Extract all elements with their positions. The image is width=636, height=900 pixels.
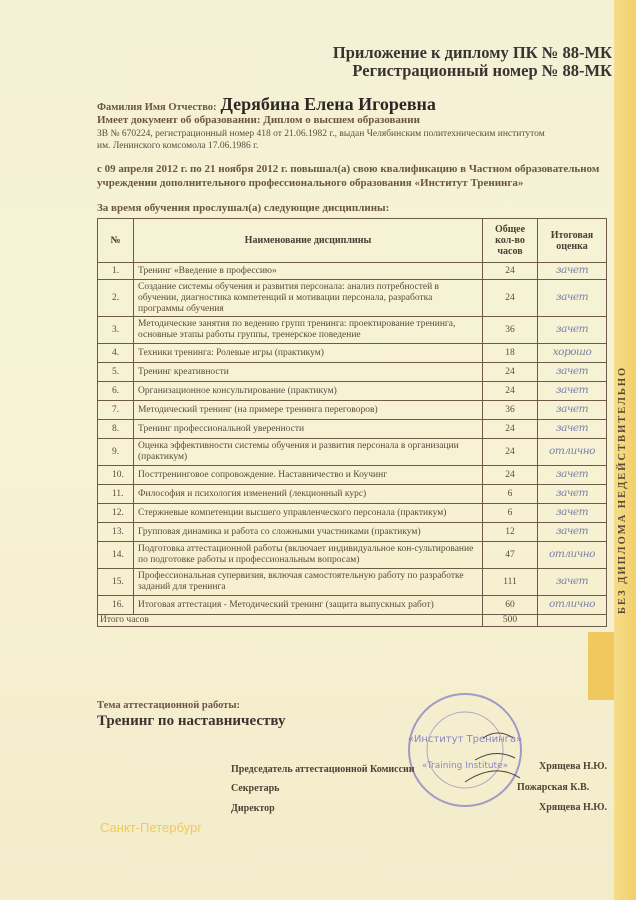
header-hours: Общее кол-во часов [483, 219, 538, 263]
discipline-hours: 18 [483, 344, 538, 363]
handwritten-grade: зачет [555, 264, 589, 276]
discipline-name: Методический тренинг (на примере тренинга переговоров) [134, 401, 483, 420]
handwritten-grade: отлично [549, 445, 595, 457]
signature-role: Председатель аттестационной Комиссии [231, 764, 415, 775]
table-row [98, 569, 607, 596]
discipline-hours: 24 [483, 363, 538, 382]
discipline-name: Тренинг профессиональной уверенности [134, 420, 483, 439]
total-grade [538, 615, 607, 627]
handwritten-grade: зачет [555, 291, 589, 303]
discipline-hours: 24 [483, 280, 538, 317]
education-line: ЗВ № 670224, регистрационный номер 418 от 21.06.1982 г., выдан Челябинским политехническим институтом [97, 129, 545, 139]
table-row [98, 344, 607, 363]
row-number: 12. [98, 504, 134, 523]
discipline-hours: 24 [483, 439, 538, 466]
period-line: с 09 апреля 2012 г. по 21 ноября 2012 г. повышал(а) свою квалификацию в Частном образовательном [97, 163, 600, 175]
handwritten-grade: зачет [555, 323, 589, 335]
handwritten-grade: зачет [555, 468, 589, 480]
table-row [98, 485, 607, 504]
handwritten-grade: зачет [555, 525, 589, 537]
discipline-hours: 6 [483, 504, 538, 523]
discipline-name: Техники тренинга: Ролевые игры (практикум) [134, 344, 483, 363]
institute-stamp [405, 690, 525, 810]
education-label: Имеет документ об образовании: Диплом о высшем образовании [97, 114, 420, 126]
signature-name: Хрящева Н.Ю. [539, 761, 608, 772]
education-line: им. Ленинского комсомола 17.06.1986 г. [97, 141, 259, 151]
discipline-hours: 47 [483, 542, 538, 569]
row-number: 9. [98, 439, 134, 466]
table-row [98, 466, 607, 485]
supplement-number: Приложение к диплому ПК № 88-МК [332, 43, 612, 62]
discipline-hours: 12 [483, 523, 538, 542]
row-number: 11. [98, 485, 134, 504]
handwritten-grade: отлично [549, 598, 595, 610]
discipline-grade-cell [538, 569, 607, 596]
table-row [98, 523, 607, 542]
row-number: 7. [98, 401, 134, 420]
side-warning-text: БЕЗ ДИПЛОМА НЕДЕЙСТВИТЕЛЬНО [617, 365, 628, 615]
table-header-row [98, 219, 607, 263]
total-hours: 500 [483, 615, 538, 627]
name-label: Фамилия Имя Отчество: [97, 102, 217, 113]
handwritten-grade: зачет [555, 487, 589, 499]
row-number: 4. [98, 344, 134, 363]
stamp-text: «Институт Тренинга» [407, 734, 523, 745]
row-number: 8. [98, 420, 134, 439]
document-title [333, 44, 612, 80]
handwritten-grade: зачет [555, 575, 589, 587]
discipline-grade-cell [538, 363, 607, 382]
discipline-name: Групповая динамика и работа со сложными участниками (практикум) [134, 523, 483, 542]
discipline-name: Профессиональная супервизия, включая самостоятельную работу по разработке заданий для тренинга [134, 569, 483, 596]
row-number: 15. [98, 569, 134, 596]
discipline-name: Философия и психология изменений (лекционный курс) [134, 485, 483, 504]
thesis-label: Тема аттестационной работы: [97, 700, 241, 711]
institute-logo [588, 632, 614, 700]
discipline-hours: 36 [483, 317, 538, 344]
education-details [97, 128, 545, 152]
handwritten-grade: зачет [555, 365, 589, 377]
discipline-hours: 24 [483, 382, 538, 401]
row-number: 2. [98, 280, 134, 317]
discipline-name: Оценка эффективности системы обучения и развития персонала в организации (практикум) [134, 439, 483, 466]
discipline-hours: 60 [483, 596, 538, 615]
discipline-name: Создание системы обучения и развития персонала: анализ потребностей в обучении, диагностика компетенций и мотивации персонала, разработка программы обучения [134, 280, 483, 317]
signature-name: Пожарская К.В. [517, 782, 590, 793]
discipline-hours: 24 [483, 466, 538, 485]
handwritten-grade: зачет [555, 403, 589, 415]
header-grade: Итоговая оценка [538, 219, 607, 263]
person-name-line [97, 94, 436, 115]
discipline-name: Стержневые компетенции высшего управленческого персонала (практикум) [134, 504, 483, 523]
handwritten-grade: зачет [555, 384, 589, 396]
thesis-title: Тренинг по наставничеству [97, 713, 286, 729]
signature-name: Хрящева Н.Ю. [539, 802, 608, 813]
discipline-name: Итоговая аттестация - Методический тренинг (защита выпускных работ) [134, 596, 483, 615]
discipline-grade-cell [538, 466, 607, 485]
discipline-name: Организационное консультирование (практикум) [134, 382, 483, 401]
discipline-grade-cell [538, 382, 607, 401]
discipline-hours: 6 [483, 485, 538, 504]
table-row [98, 363, 607, 382]
discipline-name: Тренинг «Введение в профессию» [134, 263, 483, 280]
stamp-text: «Training Institute» [421, 761, 509, 771]
handwritten-grade: зачет [555, 422, 589, 434]
discipline-grade-cell [538, 596, 607, 615]
table-row [98, 596, 607, 615]
discipline-grade-cell [538, 439, 607, 466]
registration-number: Регистрационный номер № 88-МК [352, 61, 612, 80]
table-row [98, 263, 607, 280]
row-number: 1. [98, 263, 134, 280]
discipline-hours: 24 [483, 263, 538, 280]
discipline-hours: 24 [483, 420, 538, 439]
discipline-name: Тренинг креативности [134, 363, 483, 382]
discipline-hours: 36 [483, 401, 538, 420]
table-row [98, 439, 607, 466]
table-row [98, 280, 607, 317]
row-number: 14. [98, 542, 134, 569]
table-row [98, 401, 607, 420]
city: Санкт-Петербург [100, 820, 202, 835]
signature-role: Секретарь [231, 783, 280, 794]
table-row [98, 542, 607, 569]
handwritten-grade: хорошо [552, 346, 592, 358]
signature-role: Директор [231, 803, 275, 814]
discipline-grade-cell [538, 542, 607, 569]
discipline-grade-cell [538, 263, 607, 280]
discipline-name: Подготовка аттестационной работы (включает индивидуальное кон-сультирование по подготовке работы и профессиональным вопросам) [134, 542, 483, 569]
person-name: Дерябина Елена Игоревна [220, 94, 436, 114]
discipline-name: Методические занятия по ведению групп тренинга: проектирование тренинга, основные этапы работы группы, тренерское поведение [134, 317, 483, 344]
table-row [98, 382, 607, 401]
discipline-grade-cell [538, 401, 607, 420]
row-number: 16. [98, 596, 134, 615]
discipline-grade-cell [538, 523, 607, 542]
table-row [98, 504, 607, 523]
total-row [98, 615, 607, 627]
discipline-grade-cell [538, 485, 607, 504]
discipline-hours: 111 [483, 569, 538, 596]
discipline-grade-cell [538, 504, 607, 523]
row-number: 10. [98, 466, 134, 485]
total-label: Итого часов [98, 615, 483, 627]
discipline-name: Посттренинговое сопровождение. Наставничество и Коучинг [134, 466, 483, 485]
handwritten-grade: отлично [549, 548, 595, 560]
row-number: 3. [98, 317, 134, 344]
disciplines-intro: За время обучения прослушал(а) следующие дисциплины: [97, 202, 390, 214]
header-name: Наименование дисциплины [134, 219, 483, 263]
discipline-grade-cell [538, 344, 607, 363]
study-period [97, 162, 599, 190]
period-line: учреждении дополнительного профессионального образования «Институт Тренинга» [97, 177, 524, 189]
table-row [98, 317, 607, 344]
row-number: 13. [98, 523, 134, 542]
handwritten-grade: зачет [555, 506, 589, 518]
row-number: 6. [98, 382, 134, 401]
discipline-grade-cell [538, 280, 607, 317]
discipline-grade-cell [538, 317, 607, 344]
disciplines-table [97, 218, 607, 627]
discipline-grade-cell [538, 420, 607, 439]
header-num: № [98, 219, 134, 263]
row-number: 5. [98, 363, 134, 382]
table-row [98, 420, 607, 439]
